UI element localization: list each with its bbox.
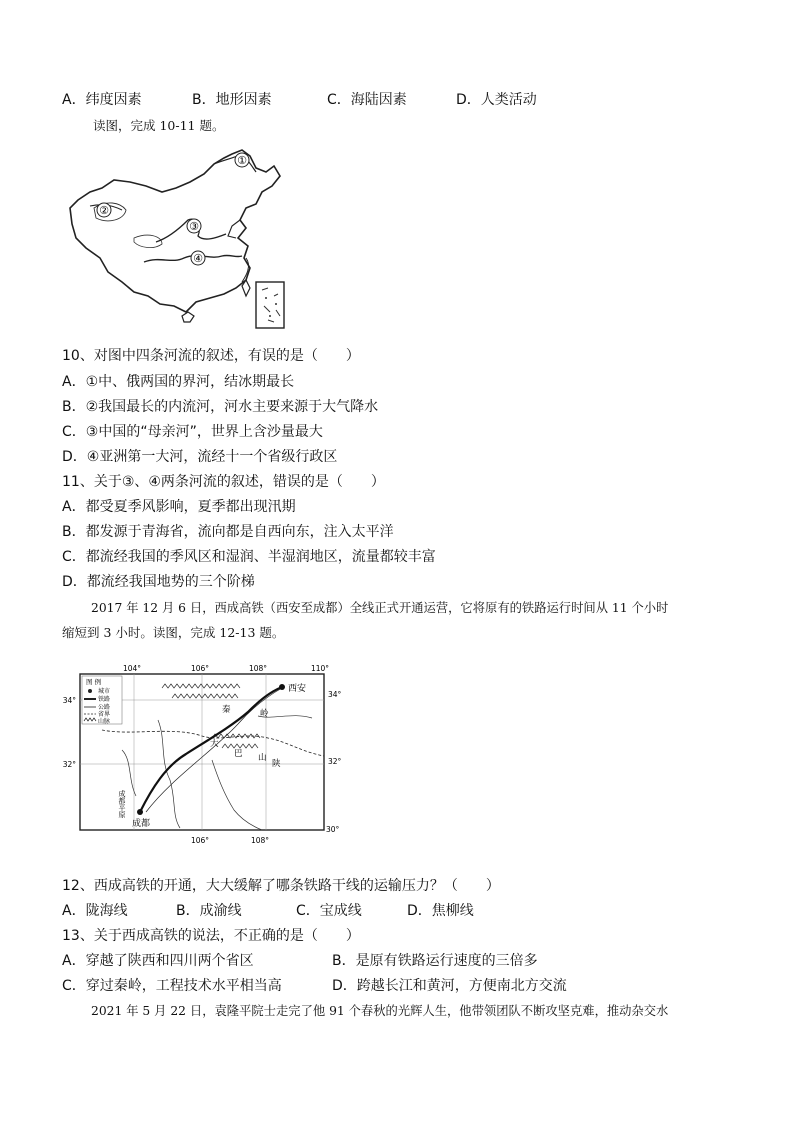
- svg-text:②: ②: [99, 204, 109, 217]
- hainan-island: [182, 312, 194, 322]
- q12-option-b: B．成渝线: [176, 903, 242, 919]
- svg-text:公路: 公路: [98, 704, 111, 711]
- rail-map-svg: [62, 660, 352, 850]
- lat-label-34: 34°: [62, 696, 76, 705]
- instruction-10-11: 读图，完成 10-11 题。: [93, 118, 225, 133]
- lon-label-106: 106°: [190, 664, 210, 673]
- svg-text:城市: 城市: [98, 688, 111, 695]
- q9-option-d: D．人类活动: [456, 92, 537, 108]
- q13-option-c: C．穿过秦岭，工程技术水平相当高: [62, 978, 282, 994]
- q13-option-a: A．穿越了陕西和四川两个省区: [62, 953, 254, 969]
- svg-text:④: ④: [193, 252, 203, 265]
- marker-4: [191, 251, 205, 265]
- xicheng-rail-map: [62, 660, 352, 850]
- q13-option-b: B．是原有铁路运行速度的三倍多: [332, 953, 538, 969]
- lat-label-32: 32°: [62, 760, 76, 769]
- q10-option-a: A．①中、俄两国的界河，结冰期最长: [62, 374, 295, 390]
- lon-label-110: 110°: [310, 664, 330, 673]
- marker-2: [97, 203, 111, 217]
- lat-label-34-right: 34°: [328, 690, 342, 699]
- svg-text:③: ③: [189, 220, 199, 233]
- label-ba: 巴: [234, 749, 243, 759]
- passage-12-13-line1: 2017 年 12 月 6 日，西成高铁（西安至成都）全线正式开通运营，它将原有的铁路运行时间从 11 个小时: [91, 601, 669, 615]
- q13-option-d: D．跨越长江和黄河，方便南北方交流: [332, 978, 567, 994]
- svg-text:山脉: 山脉: [98, 718, 111, 725]
- q10-option-c: C．③中国的“母亲河”，世界上含沙量最大: [62, 424, 323, 440]
- lon-label-104: 104°: [122, 664, 142, 673]
- q11-option-d: D．都流经我国地势的三个阶梯: [62, 574, 255, 590]
- q12-option-d: D．焦柳线: [407, 903, 474, 919]
- marker-3: [187, 219, 201, 233]
- q10-option-d: D．④亚洲第一大河，流经十一个省级行政区: [62, 449, 338, 465]
- lat-label-32-right: 32°: [328, 757, 342, 766]
- q11-option-c: C．都流经我国的季风区和湿润、半湿润地区，流量都较丰富: [62, 549, 436, 565]
- city-chengdu-dot: [137, 809, 143, 815]
- label-da: 大: [210, 739, 219, 749]
- q10-stem: 10、对图中四条河流的叙述，有误的是（ ）: [62, 348, 360, 364]
- legend: [82, 676, 122, 725]
- label-qin: 秦: [222, 705, 231, 715]
- q11-stem: 11、关于③、④两条河流的叙述，错误的是（ ）: [62, 474, 385, 490]
- marker-1: [235, 153, 249, 167]
- lat-label-30: 30°: [326, 825, 340, 834]
- svg-text:①: ①: [237, 154, 247, 167]
- q10-option-b: B．②我国最长的内流河，河水主要来源于大气降水: [62, 399, 379, 415]
- q9-option-a: A．纬度因素: [62, 92, 142, 108]
- svg-text:省界: 省界: [98, 711, 111, 718]
- q12-option-c: C．宝成线: [296, 903, 362, 919]
- passage-12-13-line2: 缩短到 3 小时。读图，完成 12-13 题。: [62, 625, 285, 640]
- city-chengdu-label: 成都: [132, 819, 151, 829]
- china-river-map: [64, 146, 292, 336]
- label-shaan: 陕: [272, 759, 281, 769]
- q12-stem: 12、西成高铁的开通，大大缓解了哪条铁路干线的运输压力？（ ）: [62, 878, 500, 894]
- svg-text:铁路: 铁路: [98, 696, 111, 703]
- svg-text:图 例: 图 例: [86, 678, 102, 686]
- china-map-svg: [64, 146, 292, 336]
- south-china-sea-inset: [256, 282, 284, 328]
- city-xian-label: 西安: [288, 684, 307, 694]
- label-ling: 岭: [260, 709, 269, 719]
- label-shan: 山: [258, 753, 267, 763]
- bohai-coast: [228, 220, 240, 238]
- lon-label-108-bottom: 108°: [250, 836, 270, 845]
- q11-option-b: B．都发源于青海省，流向都是自西向东，注入太平洋: [62, 524, 394, 540]
- lon-label-108: 108°: [248, 664, 268, 673]
- passage-yuan-longping: 2021 年 5 月 22 日，袁隆平院士走完了他 91 个春秋的光辉人生，他带领团队不断攻坚克难，推动杂交水: [91, 1004, 669, 1018]
- lon-label-106-bottom: 106°: [190, 836, 210, 845]
- q12-option-a: A．陇海线: [62, 903, 128, 919]
- city-xian-dot: [279, 684, 285, 690]
- q13-stem: 13、关于西成高铁的说法，不正确的是（ ）: [62, 928, 360, 944]
- q11-option-a: A．都受夏季风影响，夏季都出现汛期: [62, 499, 296, 515]
- q9-option-c: C．海陆因素: [327, 92, 407, 108]
- label-chengdu-plain: 成都平原: [118, 790, 126, 818]
- q9-option-b: B．地形因素: [192, 92, 272, 108]
